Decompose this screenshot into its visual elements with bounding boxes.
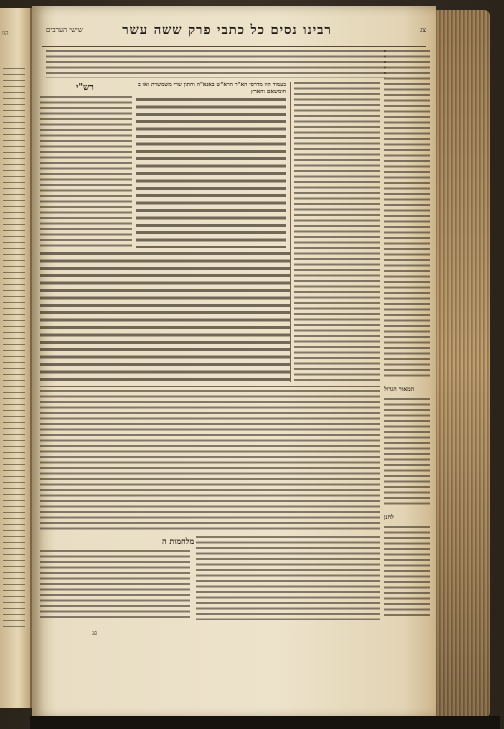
header-rule	[42, 46, 426, 47]
page-signature: פג	[92, 630, 98, 637]
main-opening: בעמוד הוו מדרסי הא"ר הרא"ש באנא"ה וחתון שרי משמשרת ואו בחומשאם והארץ	[137, 82, 286, 96]
page-header	[32, 20, 436, 44]
side-heading-1: המאור הגדול	[384, 386, 415, 393]
right-commentary	[294, 82, 380, 382]
page-title: רבינו נסים כל כתבי פרק ששה עשר	[122, 23, 332, 38]
bottom-left-column	[40, 550, 190, 620]
side-notes-1	[384, 398, 430, 508]
facing-page-left	[0, 8, 32, 708]
bottom-heading: מלחמות ה	[162, 536, 195, 546]
section-rule	[40, 386, 380, 387]
main-text-column	[136, 98, 286, 248]
rashi-column	[40, 96, 132, 248]
page-edges	[436, 10, 490, 718]
main-text-wide	[40, 252, 290, 382]
margin-notes	[384, 50, 430, 380]
top-commentary	[46, 50, 386, 78]
bottom-right-column	[196, 536, 380, 620]
header-right: צג	[420, 26, 426, 34]
rashi-heading: רש"י	[76, 83, 94, 93]
bottom-shadow	[30, 716, 500, 729]
facing-page-text	[3, 68, 25, 628]
facing-page-label: הוו	[2, 30, 9, 37]
side-heading-2: לחנן	[384, 514, 394, 521]
header-left: שישי הערבים	[46, 26, 83, 34]
talmud-page	[32, 6, 436, 718]
lower-commentary	[40, 390, 380, 532]
side-notes-2	[384, 526, 430, 616]
column-divider	[290, 82, 291, 382]
